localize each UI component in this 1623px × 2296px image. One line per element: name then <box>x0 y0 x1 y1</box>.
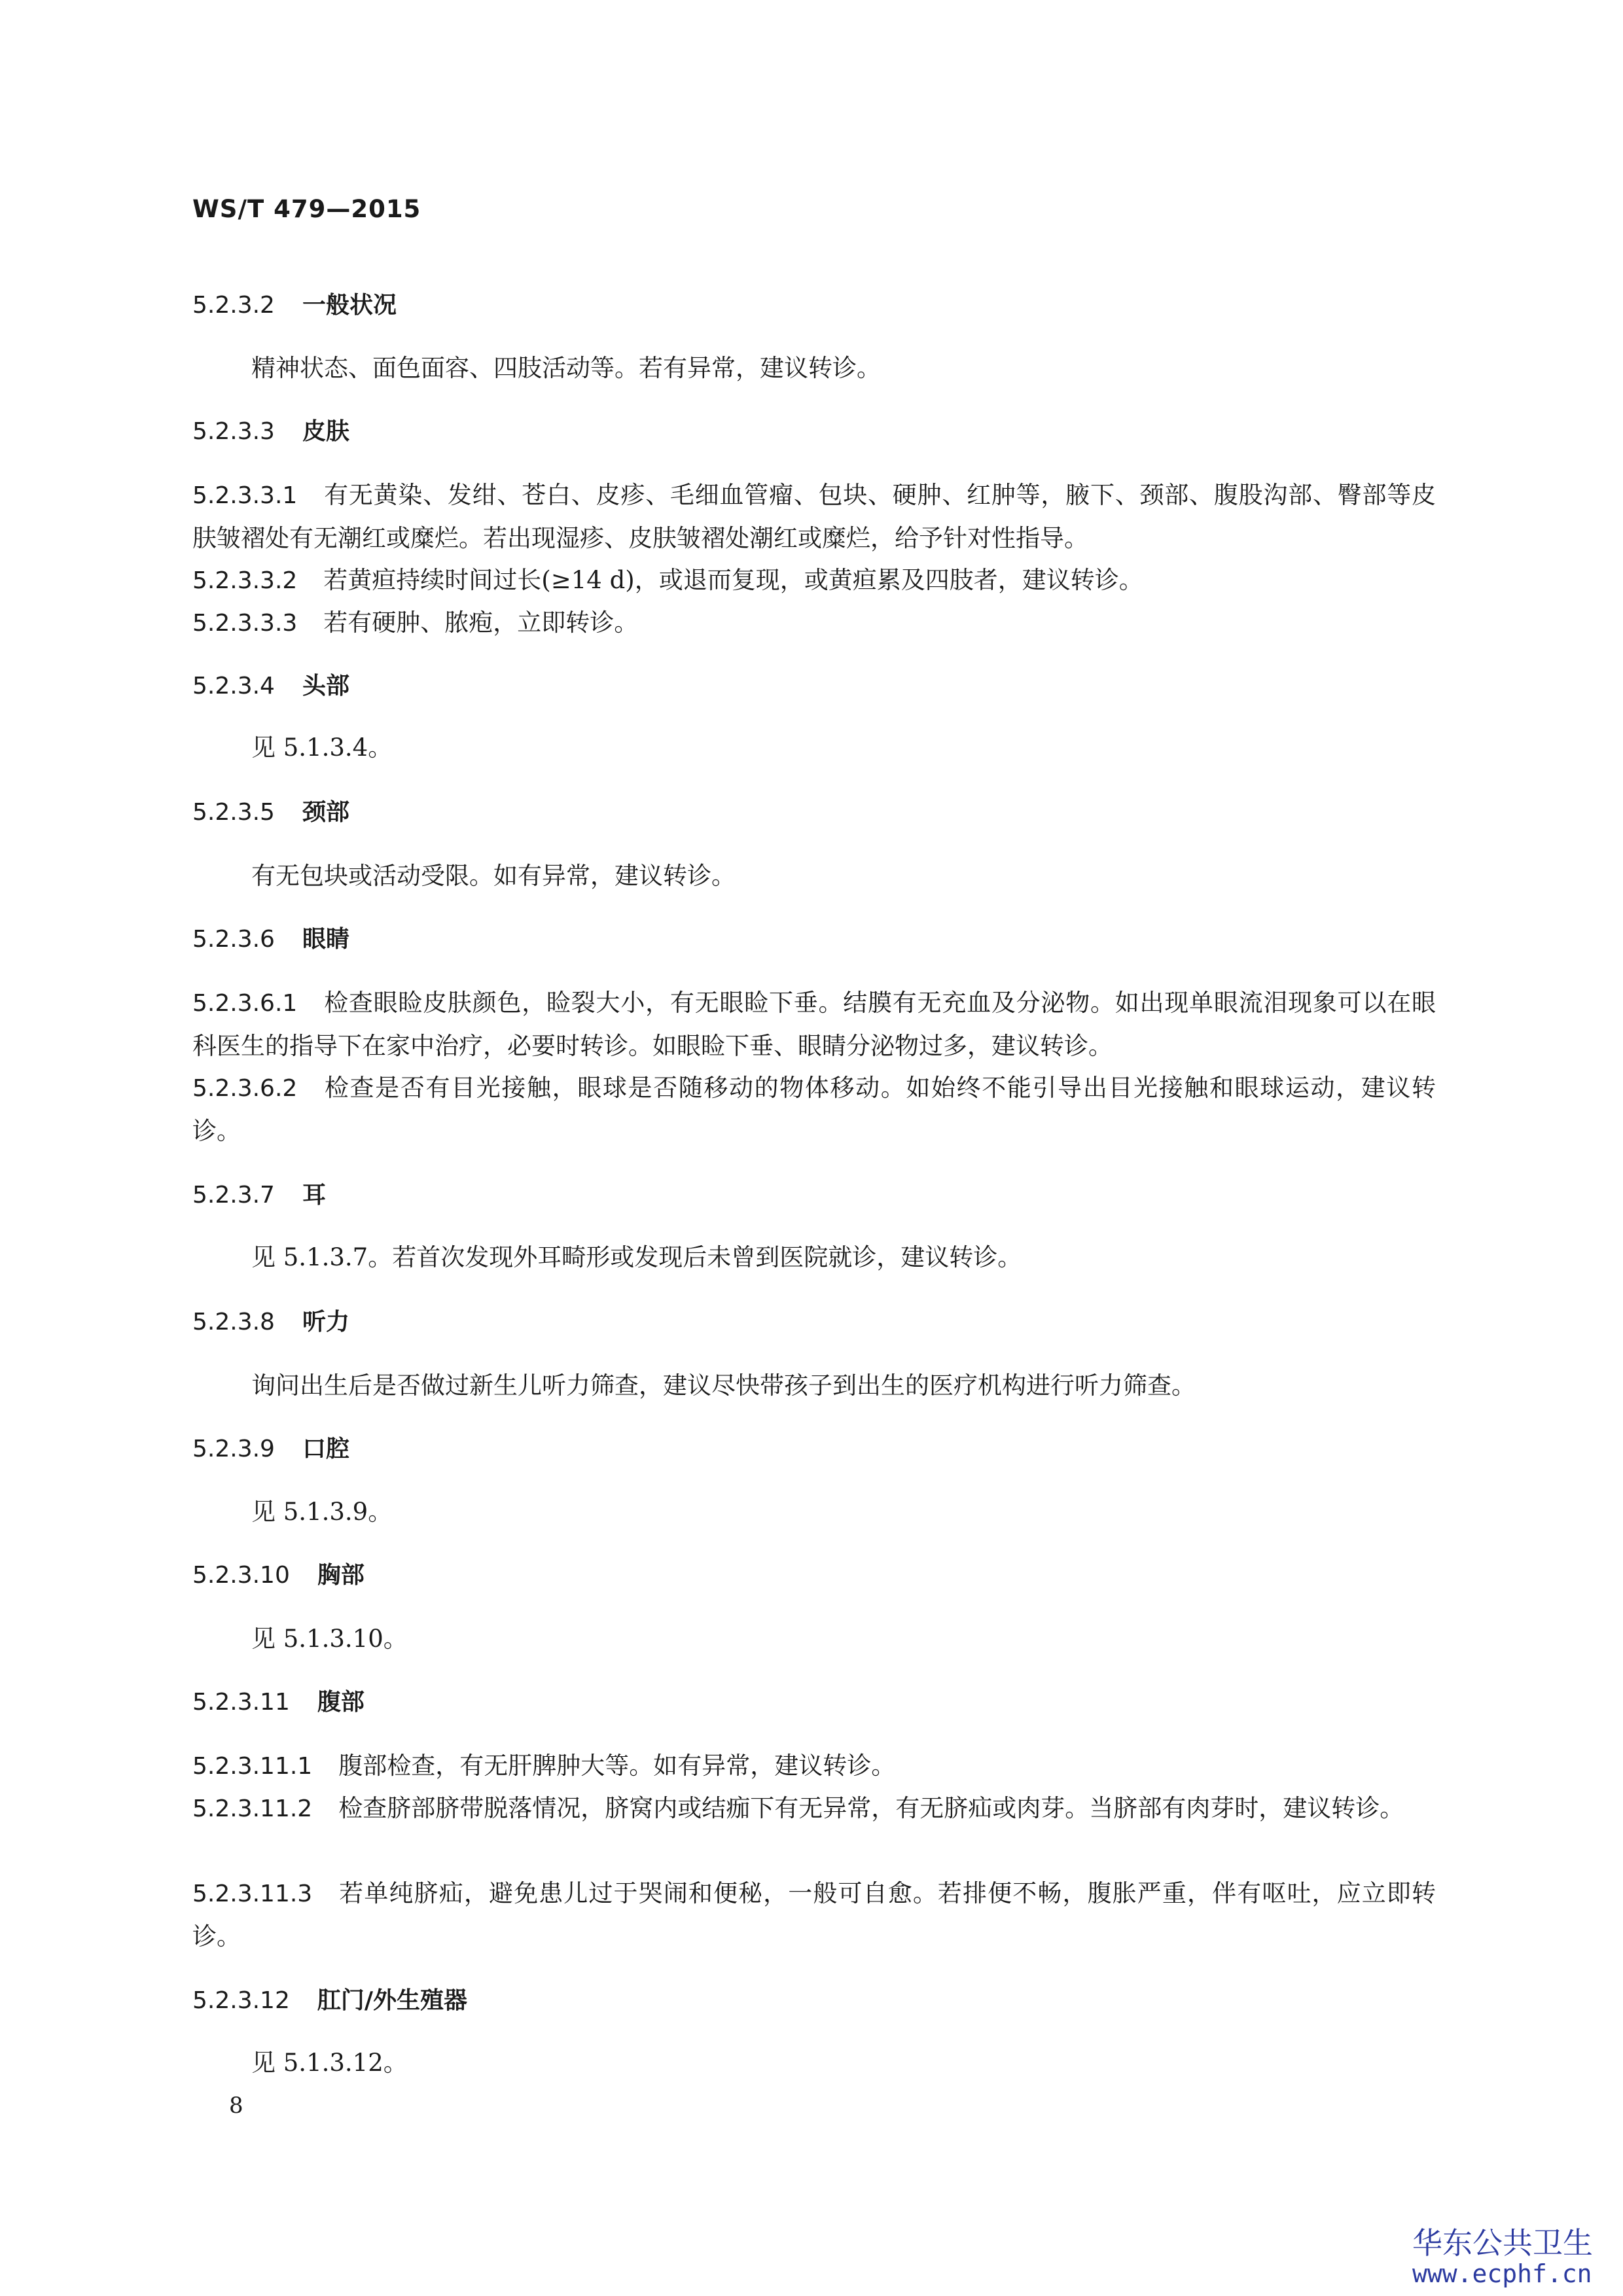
section-number: 5.2.3.4 <box>192 673 275 699</box>
section-body-5-2-3-9: 见 5.1.3.9。 <box>251 1498 393 1526</box>
clause-5-2-3-3-1 <box>192 474 1436 559</box>
clause-text: 若有硬肿、脓疱，立即转诊。 <box>323 609 639 637</box>
section-heading-5-2-3-6 <box>192 925 349 954</box>
section-body-5-2-3-2: 精神状态、面色面容、四肢活动等。若有异常，建议转诊。 <box>251 354 881 382</box>
section-title: 皮肤 <box>302 418 349 445</box>
clause-text: 检查脐部脐带脱落情况，脐窝内或结痂下有无异常，有无脐疝或肉芽。当脐部有肉芽时，建议转诊。 <box>338 1794 1404 1822</box>
clause-5-2-3-11-1 <box>192 1744 1436 1788</box>
clause-number: 5.2.3.11.3 <box>192 1881 313 1907</box>
clause-5-2-3-6-2 <box>192 1067 1436 1152</box>
section-heading-5-2-3-9 <box>192 1435 349 1464</box>
section-heading-5-2-3-8 <box>192 1308 349 1337</box>
clause-number: 5.2.3.11.2 <box>192 1795 313 1822</box>
section-title: 一般状况 <box>302 292 397 319</box>
standard-code: WS/T 479—2015 <box>192 195 421 223</box>
section-number: 5.2.3.9 <box>192 1436 275 1462</box>
clause-text: 若单纯脐疝，避免患儿过于哭闹和便秘，一般可自愈。若排便不畅，腹胀严重，伴有呕吐，应立即转诊。 <box>192 1879 1436 1951</box>
clause-5-2-3-3-3 <box>192 601 1436 645</box>
section-heading-5-2-3-3 <box>192 417 349 446</box>
clause-text: 有无黄染、发绀、苍白、皮疹、毛细血管瘤、包块、硬肿、红肿等，腋下、颈部、腹股沟部、臀部等皮肤皱褶处有无潮红或糜烂。若出现湿疹、皮肤皱褶处潮红或糜烂，给予针对性指导。 <box>192 481 1436 552</box>
section-heading-5-2-3-11 <box>192 1688 365 1717</box>
section-heading-5-2-3-4 <box>192 672 349 701</box>
clause-5-2-3-3-2 <box>192 559 1436 602</box>
clause-number: 5.2.3.6.2 <box>192 1075 298 1102</box>
clause-number: 5.2.3.3.3 <box>192 610 298 637</box>
section-number: 5.2.3.2 <box>192 292 275 319</box>
watermark-name: 华东公共卫生 <box>1412 2225 1593 2261</box>
clause-5-2-3-6-1 <box>192 981 1436 1067</box>
section-number: 5.2.3.6 <box>192 926 275 953</box>
section-body-5-2-3-4: 见 5.1.3.4。 <box>251 733 393 762</box>
clause-text: 腹部检查，有无肝脾肿大等。如有异常，建议转诊。 <box>338 1752 896 1780</box>
clause-number: 5.2.3.3.1 <box>192 482 298 509</box>
section-heading-5-2-3-10 <box>192 1561 365 1590</box>
clause-5-2-3-11-3 <box>192 1872 1436 1958</box>
section-number: 5.2.3.11 <box>192 1689 290 1716</box>
clause-text: 检查是否有目光接触，眼球是否随移动的物体移动。如始终不能引导出目光接触和眼球运动，建议转诊。 <box>192 1074 1436 1145</box>
section-title: 颈部 <box>302 799 349 826</box>
section-title: 耳 <box>302 1182 326 1209</box>
section-title: 听力 <box>302 1309 349 1335</box>
section-body-5-2-3-10: 见 5.1.3.10。 <box>251 1625 408 1653</box>
section-heading-5-2-3-5 <box>192 798 349 827</box>
section-body-5-2-3-8: 询问出生后是否做过新生儿听力筛查，建议尽快带孩子到出生的医疗机构进行听力筛查。 <box>251 1371 1196 1400</box>
clause-text: 检查眼睑皮肤颜色，睑裂大小，有无眼睑下垂。结膜有无充血及分泌物。如出现单眼流泪现象可以在眼科医生的指导下在家中治疗，必要时转诊。如眼睑下垂、眼睛分泌物过多，建议转诊。 <box>192 989 1436 1060</box>
section-number: 5.2.3.12 <box>192 1987 290 2014</box>
section-heading-5-2-3-12 <box>192 1987 467 2015</box>
clause-number: 5.2.3.3.2 <box>192 567 298 594</box>
section-body-5-2-3-5: 有无包块或活动受限。如有异常，建议转诊。 <box>251 862 736 890</box>
clause-number: 5.2.3.11.1 <box>192 1753 313 1780</box>
section-number: 5.2.3.5 <box>192 799 275 826</box>
clause-text: 若黄疸持续时间过长(≥14 d)，或退而复现，或黄疸累及四肢者，建议转诊。 <box>323 566 1143 594</box>
section-title: 口腔 <box>302 1436 349 1462</box>
section-body-5-2-3-12: 见 5.1.3.12。 <box>251 2049 408 2077</box>
section-title: 头部 <box>302 673 349 699</box>
watermark-url[interactable]: www.ecphf.cn <box>1412 2259 1592 2288</box>
clause-5-2-3-11-2 <box>192 1787 1436 1830</box>
section-heading-5-2-3-2 <box>192 291 397 320</box>
section-title: 胸部 <box>317 1562 365 1589</box>
section-title: 肛门/外生殖器 <box>317 1987 468 2014</box>
page-number: 8 <box>229 2093 243 2119</box>
section-number: 5.2.3.3 <box>192 418 275 445</box>
section-heading-5-2-3-7 <box>192 1181 326 1210</box>
section-title: 眼睛 <box>302 926 349 953</box>
section-number: 5.2.3.7 <box>192 1182 275 1209</box>
section-number: 5.2.3.8 <box>192 1309 275 1335</box>
clause-number: 5.2.3.6.1 <box>192 990 298 1017</box>
section-title: 腹部 <box>317 1689 365 1716</box>
section-body-5-2-3-7: 见 5.1.3.7。若首次发现外耳畸形或发现后未曾到医院就诊，建议转诊。 <box>251 1243 1022 1271</box>
section-number: 5.2.3.10 <box>192 1562 290 1589</box>
